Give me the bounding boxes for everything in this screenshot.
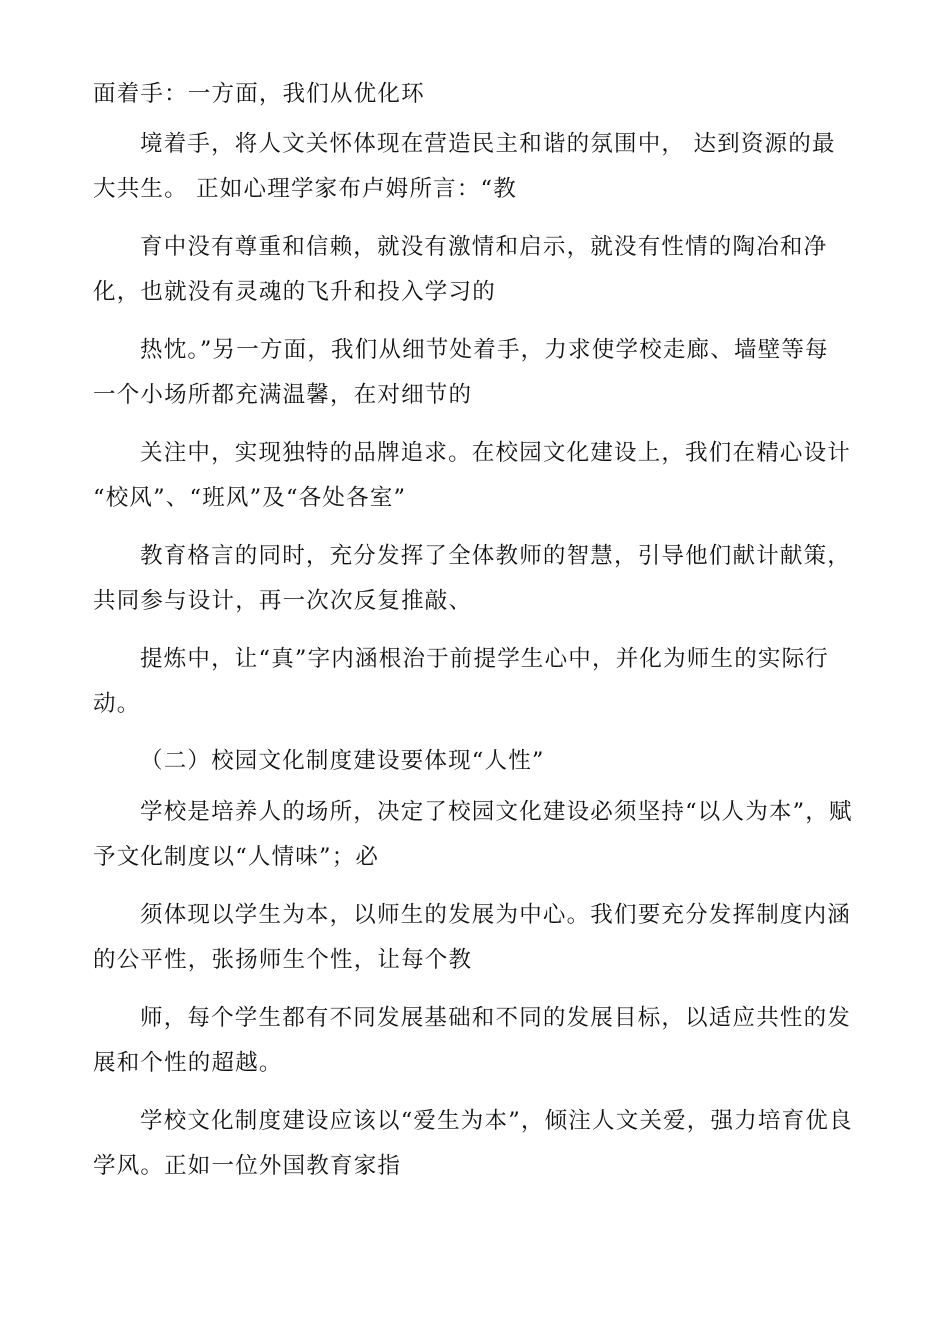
text-line: 大共生。 正如心理学家布卢姆所言：“教 — [93, 176, 517, 202]
text-line: 热忱。”另一方面，我们从细节处着手，力求使学校走廊、墙壁等每 — [140, 337, 829, 363]
text-line: 学校是培养人的场所，决定了校园文化建设必须坚持“以人为本”，赋 — [140, 799, 853, 825]
text-line: 育中没有尊重和信赖，就没有激情和启示，就没有性情的陶冶和净 — [140, 234, 828, 260]
text-line: 关注中，实现独特的品牌追求。在校园文化建设上，我们在精心设计 — [140, 440, 852, 466]
text-line: 学风。正如一位外国教育家指 — [93, 1153, 402, 1179]
text-line: 化，也就没有灵魂的飞升和投入学习的 — [93, 279, 496, 305]
text-line: 的公平性，张扬师生个性，让每个教 — [93, 947, 473, 973]
text-line: 须体现以学生为本，以师生的发展为中心。我们要充分发挥制度内涵 — [140, 902, 852, 928]
paragraph-5 — [93, 431, 863, 521]
text-line: 一个小场所都充满温馨，在对细节的 — [93, 382, 473, 408]
text-line: 面着手：一方面，我们从优化环 — [93, 81, 425, 107]
text-line: 提炼中，让“真”字内涵根治于前提学生心中，并化为师生的实际行 — [140, 646, 830, 672]
text-line: “校风”、“班风”及“各处各室” — [93, 485, 407, 511]
paragraph-3 — [93, 225, 863, 315]
paragraph-4 — [93, 328, 863, 418]
text-line: 境着手，将人文关怀体现在营造民主和谐的氛围中， 达到资源的最 — [140, 131, 836, 157]
paragraph-2 — [93, 122, 863, 212]
paragraph-9 — [93, 893, 863, 983]
text-line: 学校文化制度建设应该以“爱生为本”，倾注人文关爱，强力培育优良 — [140, 1108, 853, 1134]
text-line: 师，每个学生都有不同发展基础和不同的发展目标，以适应共性的发 — [140, 1005, 852, 1031]
paragraph-10 — [93, 996, 863, 1086]
text-line: 展和个性的超越。 — [93, 1050, 283, 1076]
text-line: 共同参与设计，再一次次反复推敲、 — [93, 588, 473, 614]
section-heading — [93, 739, 863, 784]
paragraph-8 — [93, 790, 863, 880]
text-line: 教育格言的同时，充分发挥了全体教师的智慧，引导他们献计献策， — [140, 543, 852, 569]
text-line: 予文化制度以“人情味”；必 — [93, 844, 380, 870]
paragraph-6 — [93, 534, 863, 624]
paragraph-1 — [93, 72, 863, 117]
text-line: 动。 — [93, 691, 141, 717]
paragraph-11 — [93, 1099, 863, 1189]
text-line: （二）校园文化制度建设要体现“人性” — [140, 748, 545, 774]
paragraph-7 — [93, 637, 863, 727]
